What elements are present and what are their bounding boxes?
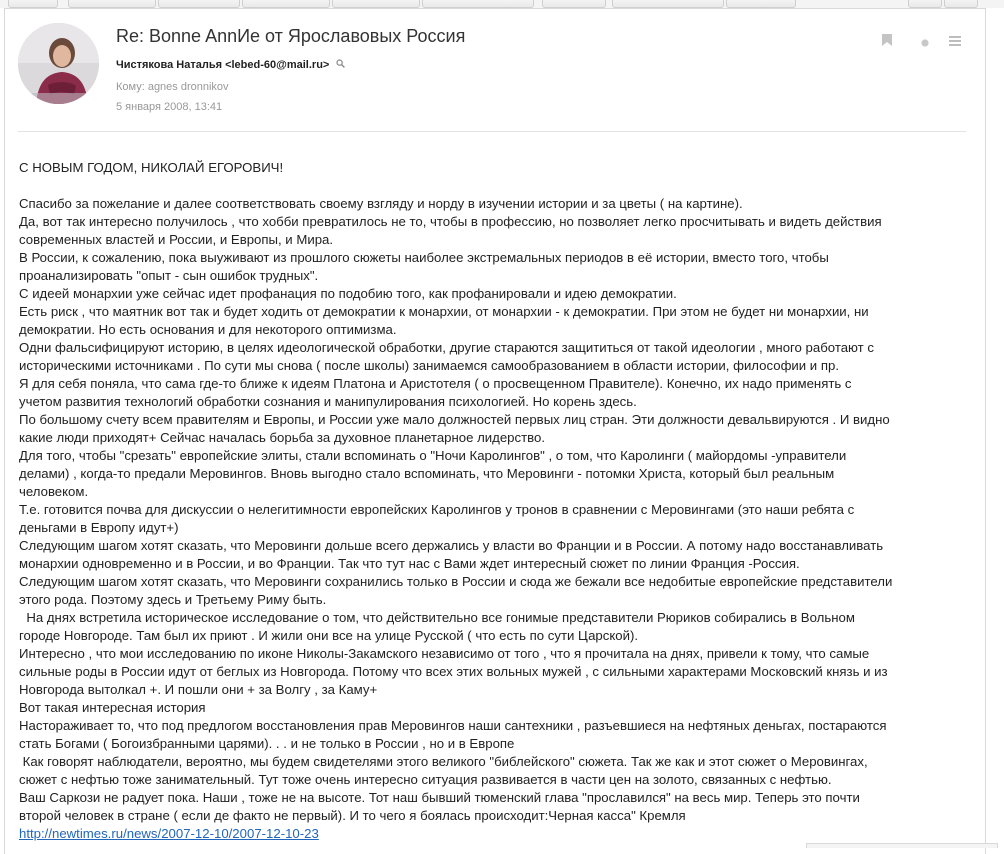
body-line: Как говорят наблюдатели, вероятно, мы будем свидетелями этого великого "библейского" сюжета. Так же как и этот сюжет о Меровингах, xyxy=(19,754,868,769)
bottom-panel-edge xyxy=(806,843,998,848)
body-line: Следующим шагом хотят сказать, что Меровинги дольше всего держались у власти во Франции и в России. А потому надо восстанавливать xyxy=(19,538,884,553)
body-line: В России, к сожалению, пока выуживают из прошлого сюжеты наиболее экстремальных периодов в её истории, вместо того, чтобы xyxy=(19,250,829,265)
body-line: демократии. Но есть основания и для некоторого оптимизма. xyxy=(19,322,397,337)
body-line: По большому счету всем правителям и Европы, и России уже мало должностей первых лиц стран. Эти должности девальвируются . И видно xyxy=(19,412,890,427)
body-line: сюжет с нефтью тоже занимательный. Тут тоже очень интересно ситуация развивается в части цен на золото, связанных с нефтью. xyxy=(19,772,832,787)
greeting: С НОВЫМ ГОДОМ, НИКОЛАЙ ЕГОРОВИЧ! xyxy=(19,160,284,175)
tab[interactable] xyxy=(542,0,606,8)
tab[interactable] xyxy=(612,0,724,8)
body-line: деньгами в Европу идут+) xyxy=(19,520,179,535)
tab[interactable] xyxy=(332,0,420,8)
body-line: человеком. xyxy=(19,484,89,499)
tab[interactable] xyxy=(68,0,156,8)
tab[interactable] xyxy=(242,0,330,8)
avatar-photo xyxy=(18,23,99,104)
body-line: учетом развития технологий обработки сознания и манипулирования психологией. Но корень здесь. xyxy=(19,394,637,409)
body-line: сильные роды в России идут от беглых из Новгорода. Потому что всех этих вольных мужей , с сильными характерами Московский князь и из xyxy=(19,664,888,679)
body-line: Спасибо за пожелание и далее соответствовать своему взгляду и норду в изучении истории и за цветы ( на картине). xyxy=(19,196,743,211)
link-line xyxy=(19,825,969,843)
body-line: Ваш Саркози не радует пока. Наши , тоже не на высоте. Тот наш бывший тюменский глава "прославился" на весь мир. Теперь это почти xyxy=(19,790,860,805)
body-line: второй человек в стране ( если де факто не первый). И то чего я боялась происходит:Черная касса" Кремля xyxy=(19,808,686,823)
message-date: 5 января 2008, 13:41 xyxy=(116,101,223,113)
body-line: монархии одновременно и в России, и во Франции. Так что тут нас с Вами ждет интересный сюжет по линии Франция -Россия. xyxy=(19,556,800,571)
body-line: делами) , когда-то предали Меровингов. Вновь выгодно стало вспоминать, что Меровинги - потомки Христа, который был реальным xyxy=(19,466,835,481)
menu-icon[interactable] xyxy=(948,34,962,50)
body-line: какие люди приходят+ Сейчас началась борьба за духовное планетарное лидерство. xyxy=(19,430,546,445)
message-body xyxy=(19,159,969,843)
body-line: этого рода. Поэтому здесь и Третьему Риму быть. xyxy=(19,592,327,607)
magnifier-icon[interactable] xyxy=(336,59,345,71)
tab[interactable] xyxy=(422,0,534,8)
avatar[interactable] xyxy=(18,23,99,104)
status-dot-icon[interactable] xyxy=(920,35,930,51)
body-line: городе Новгороде. Там был их приют . И жили они все на улице Русской ( что есть по сути Царской). xyxy=(19,628,639,643)
recipient-line: Кому: agnes dronnikov xyxy=(116,81,229,93)
body-line: историческими источниками . По сути мы снова ( после школы) занимаемся самообразованием в области истории, философии и пр. xyxy=(19,358,839,373)
message-subject: Re: Bonne AnnИe от Ярославовых Россия xyxy=(116,26,466,46)
body-line: Интересно , что мои исследованию по иконе Николы-Закамского независимо от того , что я прочитала на днях, привели к тому, что самые xyxy=(19,646,870,661)
bookmark-icon[interactable] xyxy=(881,33,893,50)
body-line: Да, вот так интересно получилось , что хобби превратилось не то, чтобы в профессию, но позволяет легко просчитывать и видеть действия xyxy=(19,214,882,229)
sender-name[interactable]: Чистякова Наталья <lebed-60@mail.ru> xyxy=(116,59,330,71)
body-line: Следующим шагом хотят сказать, что Меровинги сохранились только в России и сюда же бежали все недобитые европейские представители xyxy=(19,574,893,589)
sender-row xyxy=(116,59,345,71)
body-line: Новгорода вытолкал +. И пошли они + за Волгу , за Каму+ xyxy=(19,682,378,697)
body-line: Т.е. готовится почва для дискуссии о нелегитимности европейских Каролингов у тронов в сравнении с Меровингами (это наши ребята с xyxy=(19,502,855,517)
body-line: Есть риск , что маятник вот так и будет ходить от демократии к монархии, от монархии - к демократии. При этом не будет ни монархии, ни xyxy=(19,304,869,319)
body-line: Для того, чтобы "срезать" европейские элиты, стали вспоминать о "Ночи Каролингов" , о том, что Каролинги ( майордомы -управители xyxy=(19,448,847,463)
tab[interactable] xyxy=(726,0,796,8)
body-line: стать Богами ( Богоизбранными царями). . . и не только в России , но и в Европе xyxy=(19,736,515,751)
body-line: проанализировать "опыт - сын ошибок трудных". xyxy=(19,268,319,283)
tab[interactable] xyxy=(944,0,978,8)
body-line: На днях встретила историческое исследование о том, что действительно все гонимые представители Рюриков собирались в Вольном xyxy=(19,610,855,625)
tab[interactable] xyxy=(908,0,942,8)
body-line: современных властей и России, и Европы, и Мира. xyxy=(19,232,334,247)
browser-tab-strip xyxy=(0,0,1004,8)
tab[interactable] xyxy=(8,0,58,8)
body-line: Одни фальсифицируют историю, в целях идеологической обработки, другие стараются защититься от такой идеологии , много работают с xyxy=(19,340,874,355)
body-line: Вот такая интересная история xyxy=(19,700,206,715)
body-line: С идеей монархии уже сейчас идет профанация по подобию того, как профанировали и идею демократии. xyxy=(19,286,677,301)
article-link[interactable]: http://newtimes.ru/news/2007-12-10/2007-12-10-23 xyxy=(19,826,319,841)
body-line: Я для себя поняла, что сама где-то ближе к идеям Платона и Аристотеля ( о просвещенном Правителе). Конечно, их надо применять с xyxy=(19,376,852,391)
header-divider xyxy=(18,131,966,132)
body-line: Настораживает то, что под предлогом восстановления прав Меровингов наши сантехники , разъевшиеся на нефтяных деньгах, постараются xyxy=(19,718,887,733)
tab[interactable] xyxy=(158,0,240,8)
